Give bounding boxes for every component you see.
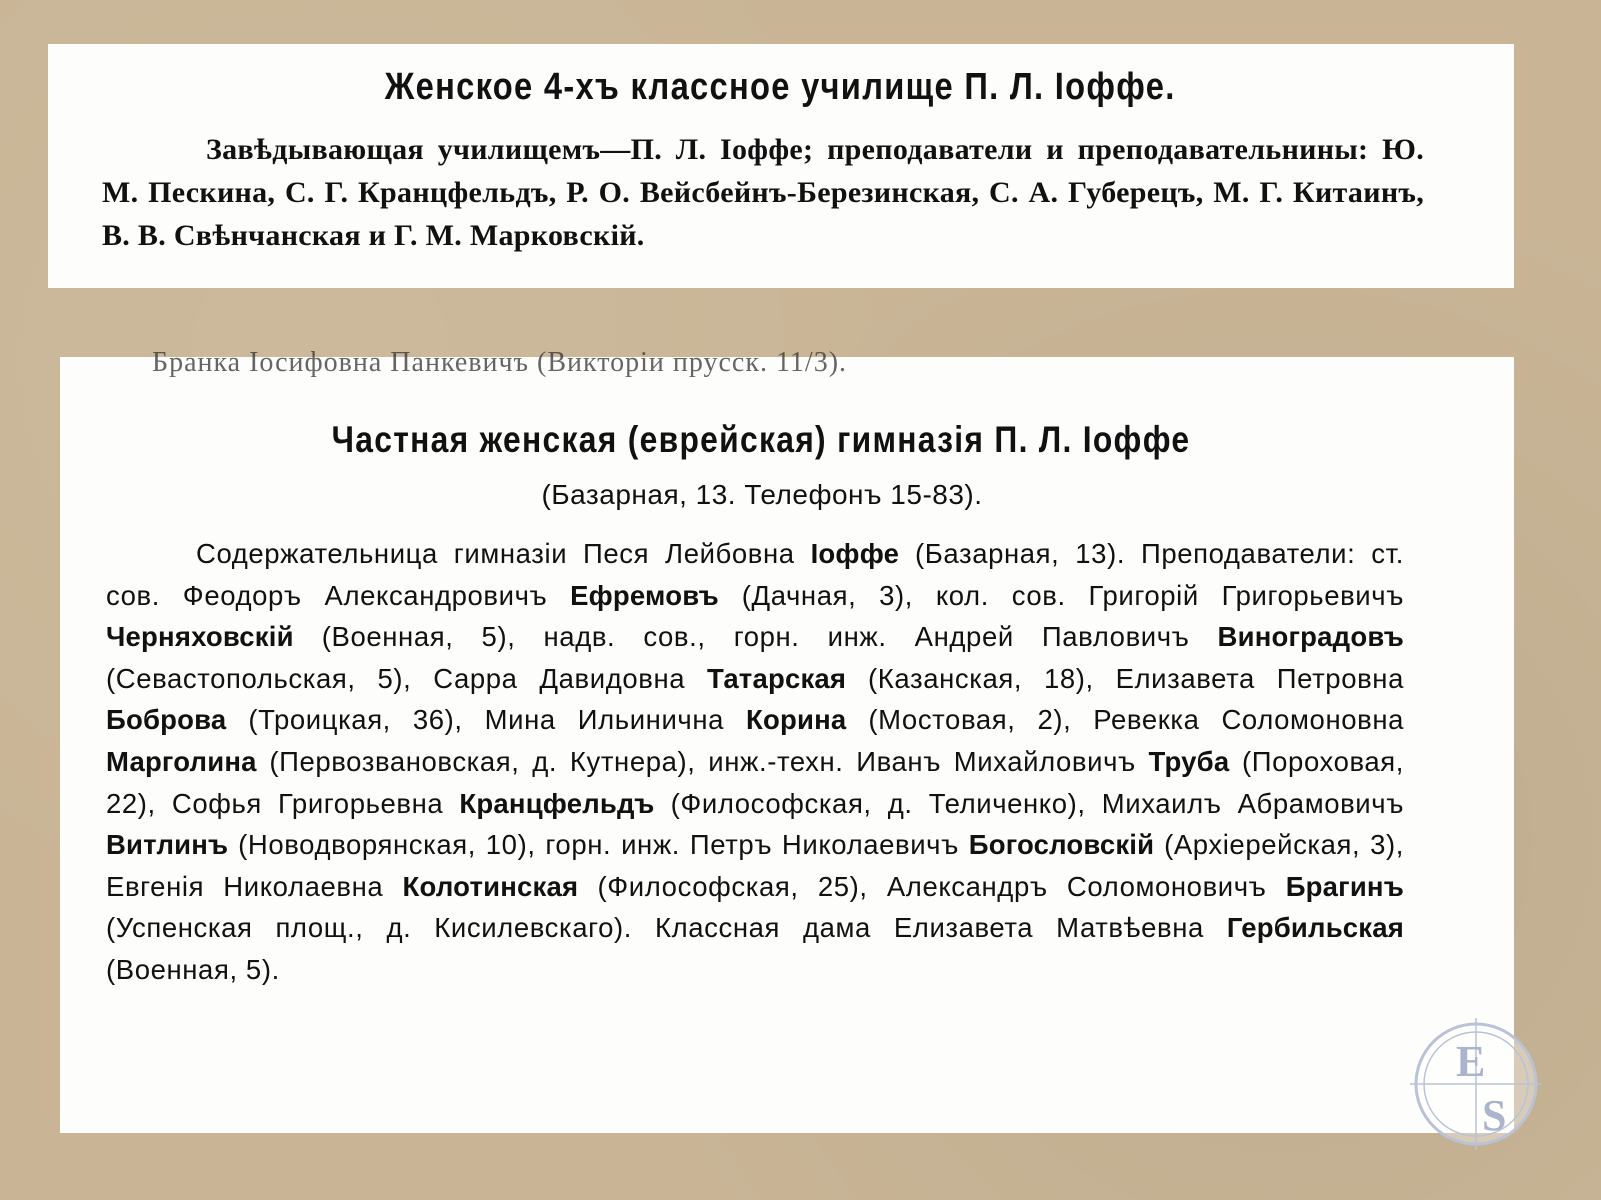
school-staff-paragraph: Завѣдывающая училищемъ—П. Л. Іоффе; преподаватели и преподавательнины: Ю. М. Пескина, С. Г. Кранцфельдъ, Р. О. Вейсбейнъ-Березинская, С. А. Губерецъ, М. Г. Китаинъ, В. В. Свѣнчанская и Г. М. Марковскій. <box>102 133 1424 252</box>
paragraph-text: (Казанская, 18), Елизавета Петровна <box>846 662 1404 694</box>
paragraph-text: (Базарная, 13). Преподаватели: ст. сов. Феодоръ Александровичъ <box>106 538 1404 611</box>
paragraph-text: (Военная, 5), надв. сов., горн. инж. Андрей Павловичъ <box>293 621 1218 653</box>
teacher-surname: Ефремовъ <box>570 579 719 611</box>
paragraph-text: Содержательница гимназіи Песя Лейбовна <box>196 538 811 569</box>
clipping-school <box>48 44 1514 288</box>
paragraph-text: (Пороховая, 22), Софья Григорьевна <box>106 745 1404 819</box>
teacher-surname: Татарская <box>707 662 847 694</box>
teacher-surname: Черняховскій <box>106 621 294 653</box>
teacher-surname: Іоффе <box>810 538 900 569</box>
paragraph-text: (Первозвановская, д. Кутнера), инж.-техн. Иванъ Михайловичъ <box>256 745 1149 777</box>
teacher-surname: Труба <box>1148 745 1230 777</box>
paragraph-text: (Мостовая, 2), Ревекка Соломоновна <box>846 704 1405 736</box>
watermark-seal-icon <box>1410 1018 1542 1150</box>
paragraph-text: (Дачная, 3), кол. сов. Григорій Григорьевичъ <box>718 579 1404 611</box>
teacher-surname: Богословскій <box>968 829 1155 861</box>
paragraph-text: (Философская, д. Теличенко), Михаилъ Абрамовичъ <box>654 787 1404 819</box>
paragraph-text: (Военная, 5). <box>106 953 280 985</box>
teacher-surname: Витлинъ <box>106 829 229 861</box>
school-title: Женское 4-хъ классное училище П. Л. Іоффе. <box>384 66 1176 108</box>
cutoff-previous-line: Бранка Іосифовна Панкевичъ (Викторіи прусск. 11/3). <box>152 347 848 378</box>
teacher-surname: Гербильская <box>1226 912 1404 944</box>
paragraph-text: (Новодворянская, 10), горн. инж. Петръ Николаевичъ <box>228 829 969 861</box>
paragraph-text: (Архіерейская, 3), Евгенія Николаевна <box>106 829 1404 902</box>
teacher-surname: Боброва <box>106 704 227 736</box>
gymnasium-staff-paragraph <box>106 533 1404 991</box>
paragraph-text: (Философская, 25), Александръ Соломоновичъ <box>578 870 1286 902</box>
teacher-surname: Кранцфельдъ <box>459 787 655 819</box>
teacher-surname: Марголина <box>106 745 257 777</box>
teacher-surname: Колотинская <box>402 870 579 902</box>
seal-letter-bottom: S <box>1482 1091 1507 1140</box>
paragraph-text: (Троицкая, 36), Мина Ильинична <box>226 704 746 736</box>
teacher-surname: Виноградовъ <box>1217 621 1404 653</box>
gymnasium-address: (Базарная, 13. Телефонъ 15-83). <box>541 479 983 510</box>
teacher-surname: Корина <box>745 704 847 736</box>
seal-letter-top: E <box>1456 1037 1486 1086</box>
clipping-gymnasium <box>60 347 1514 1133</box>
teacher-surname: Брагинъ <box>1285 870 1404 902</box>
gymnasium-title: Частная женская (еврейская) гимназія П. Л. Іоффе <box>331 419 1191 460</box>
paragraph-text: (Севастопольская, 5), Сарра Давидовна <box>106 662 707 694</box>
paragraph-text: (Успенская площ., д. Кисилевскаго). Классная дама Елизавета Матвѣевна <box>106 912 1227 944</box>
